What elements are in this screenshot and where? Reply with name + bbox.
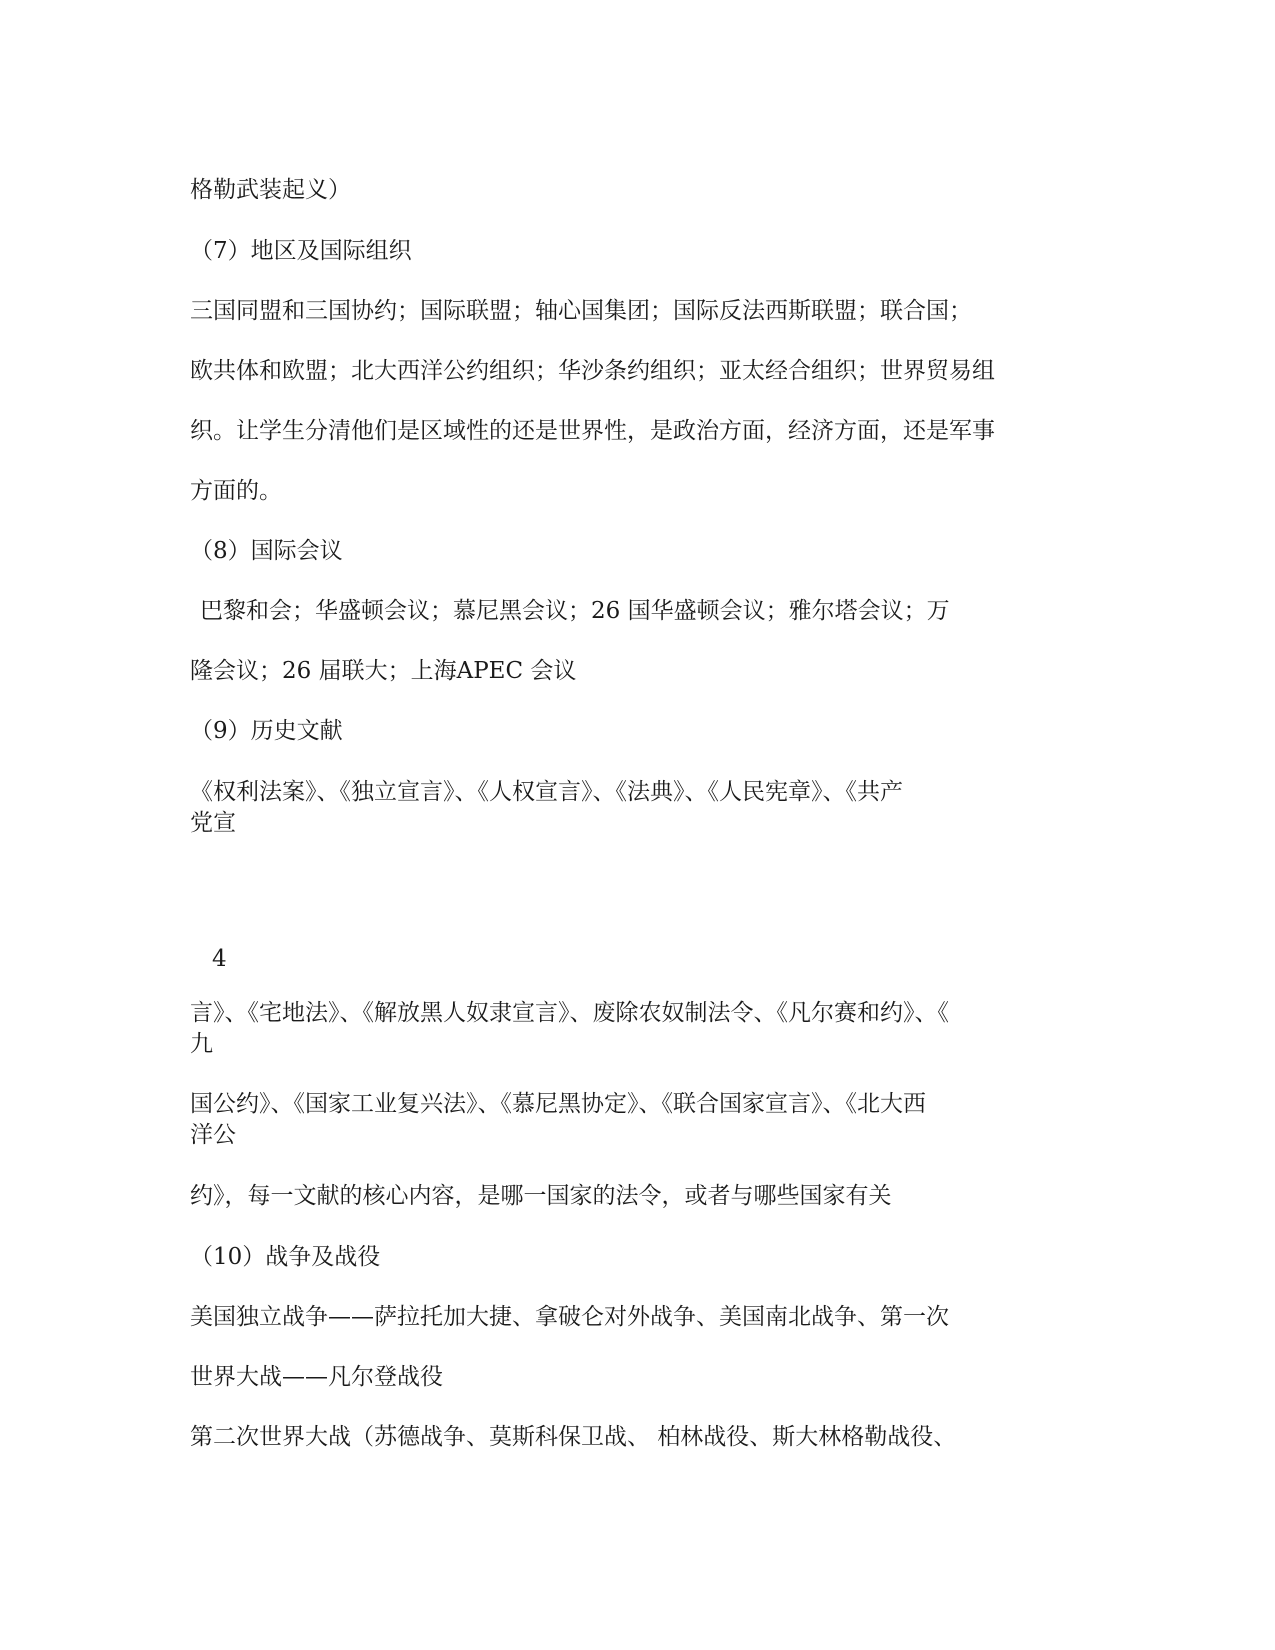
text-line: 国公约》、《国家工业复兴法》、《慕尼黑协定》、《联合国家宣言》、《北大西 (190, 1091, 926, 1117)
text-line: 约》，每一文献的核心内容，是哪一国家的法令，或者与哪些国家有关 (190, 1183, 892, 1209)
text-line: 欧共体和欧盟；北大西洋公约组织；华沙条约组织；亚太经合组织；世界贸易组 (190, 358, 995, 384)
section-heading: （7）地区及国际组织 (190, 238, 412, 264)
text-line: 方面的。 (190, 478, 282, 504)
text-line: 言》、《宅地法》、《解放黑人奴隶宣言》、废除农奴制法令、《凡尔赛和约》、《 (190, 1000, 949, 1026)
section-heading: （8）国际会议 (190, 538, 343, 564)
text-line: 九 (190, 1031, 213, 1057)
text-line: 织。让学生分清他们是区域性的还是世界性，是政治方面，经济方面，还是军事 (190, 418, 995, 444)
text-line: 隆会议；26 届联大；上海APEC 会议 (190, 658, 577, 684)
section-heading: （9）历史文献 (190, 718, 343, 744)
text-line: 《权利法案》、《独立宣言》、《人权宣言》、《法典》、《人民宪章》、《共产 (190, 779, 903, 805)
text-line: 美国独立战争——萨拉托加大捷、拿破仑对外战争、美国南北战争、第一次 (190, 1304, 949, 1330)
text-line: 世界大战——凡尔登战役 (190, 1364, 443, 1390)
text-line: 第二次世界大战（苏德战争、莫斯科保卫战、 柏林战役、斯大林格勒战役、 (190, 1424, 957, 1450)
text-line: 巴黎和会；华盛顿会议；慕尼黑会议；26 国华盛顿会议；雅尔塔会议；万 (200, 598, 950, 624)
section-heading: （10）战争及战役 (190, 1244, 381, 1270)
text-line: 党宣 (190, 810, 236, 836)
text-line: 三国同盟和三国协约；国际联盟；轴心国集团；国际反法西斯联盟；联合国； (190, 298, 972, 324)
text-line: 洋公 (190, 1122, 236, 1148)
text-line: 格勒武装起义） (190, 177, 351, 203)
page-number: 4 (212, 946, 227, 972)
